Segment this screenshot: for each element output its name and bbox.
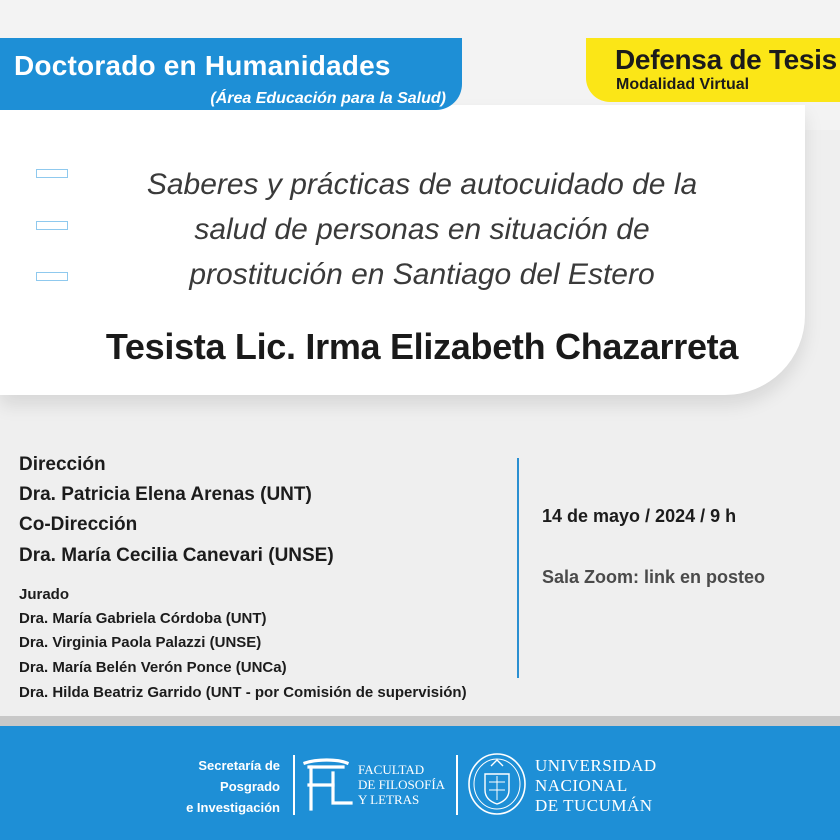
- ffl-monogram-icon: [303, 757, 355, 813]
- footer-separator: [0, 716, 840, 726]
- footer-divider: [456, 755, 458, 815]
- jury-member: Dra. María Belén Verón Ponce (UNCa): [19, 659, 287, 676]
- thesis-title-line: Saberes y prácticas de autocuidado de la: [146, 168, 698, 201]
- decorative-bullet-icon: [36, 272, 68, 281]
- thesis-title-line: prostitución en Santiago del Estero: [189, 258, 655, 291]
- section-divider: [517, 458, 519, 678]
- universidad-line: NACIONAL: [535, 776, 628, 795]
- event-date: 14 de mayo / 2024 / 9 h: [542, 506, 737, 526]
- direction-label: Dirección: [19, 454, 106, 475]
- secretaria-line: e Investigación: [186, 800, 280, 815]
- decorative-bullet-icon: [36, 169, 68, 178]
- jury-member: Dra. Virginia Paola Palazzi (UNSE): [19, 634, 262, 651]
- facultad-label: [358, 762, 445, 807]
- codirection-label: Co-Dirección: [19, 514, 138, 535]
- facultad-line: DE FILOSOFÍA: [358, 777, 446, 792]
- facultad-line: FACULTAD: [358, 762, 425, 777]
- director-name: Dra. Patricia Elena Arenas (UNT): [19, 484, 312, 505]
- event-location: Sala Zoom: link en posteo: [542, 567, 766, 587]
- facultad-line: Y LETRAS: [358, 792, 420, 807]
- secretaria-line: Secretaría de: [198, 758, 280, 773]
- unt-seal-icon: [467, 752, 527, 816]
- thesis-title: [100, 162, 744, 297]
- decorative-bullet-icon: [36, 221, 68, 230]
- event-mode: Modalidad Virtual: [616, 76, 750, 93]
- secretaria-line: Posgrado: [220, 779, 280, 794]
- jury-label: Jurado: [19, 586, 70, 603]
- footer-divider: [293, 755, 295, 815]
- thesis-title-line: salud de personas en situación de: [194, 213, 650, 246]
- program-title: Doctorado en Humanidades: [14, 50, 391, 81]
- universidad-label: [535, 756, 657, 816]
- jury-member: Dra. María Gabriela Córdoba (UNT): [19, 610, 267, 627]
- candidate-name: Tesista Lic. Irma Elizabeth Chazarreta: [105, 326, 739, 367]
- event-title: Defensa de Tesis: [615, 44, 837, 75]
- program-subtitle: (Área Educación para la Salud): [210, 90, 446, 107]
- universidad-line: UNIVERSIDAD: [535, 756, 657, 775]
- codirector-name: Dra. María Cecilia Canevari (UNSE): [19, 545, 334, 566]
- secretaria-label: [186, 755, 280, 818]
- jury-member: Dra. Hilda Beatriz Garrido (UNT - por Comisión de supervisión): [19, 684, 467, 701]
- universidad-line: DE TUCUMÁN: [535, 796, 653, 815]
